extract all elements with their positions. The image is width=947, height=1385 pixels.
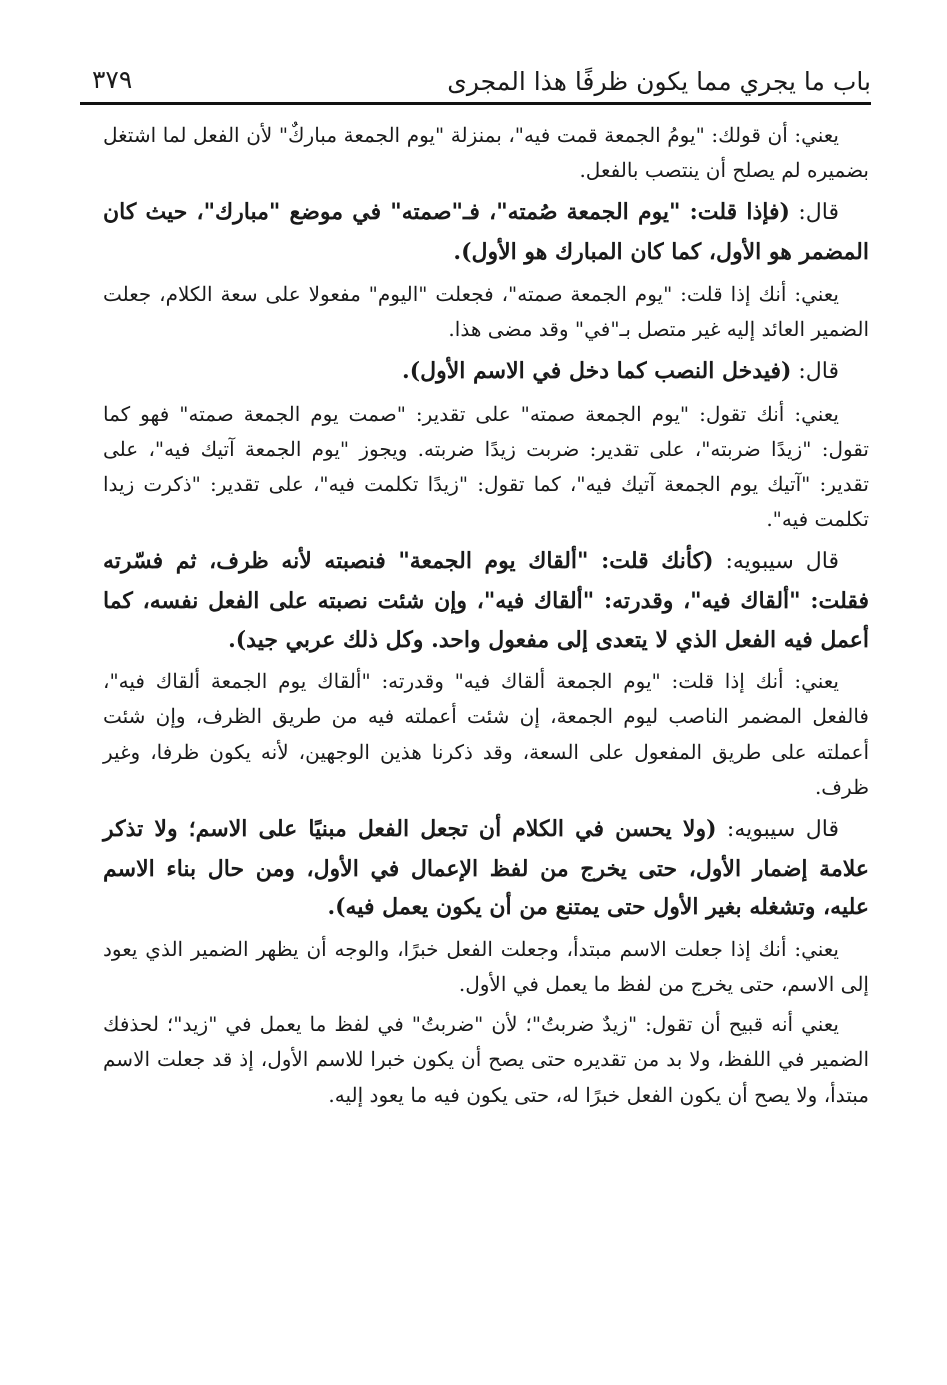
commentary-paragraph	[103, 664, 869, 805]
paragraph-text: يعني: أن قولك: "يومُ الجمعة قمت فيه"، بمنزلة "يوم الجمعة مباركٌ" لأن الفعل لما اشتغل بضميره لم يصلح أن ينتصب بالفعل.	[103, 123, 869, 183]
quote-paragraph	[103, 810, 869, 927]
commentary-paragraph	[103, 1007, 869, 1113]
quote-paragraph	[103, 352, 869, 392]
quote-paragraph	[103, 542, 869, 659]
header-rule	[80, 102, 871, 105]
paragraph-text: يعني: أنك تقول: "يوم الجمعة صمته" على تقدير: "صمت يوم الجمعة صمته" فهو كما تقول: "زيدًا ضربته"، على تقدير: ضربت زيدًا ضربته. ويجوز "يوم الجمعة آتيك فيه"، على تقدير: "آتيك يوم الجمعة آتيك فيه"، كما تقول: "زيدًا تكلمت فيه"، على تقدير: "ذكرت زيدا تكلمت فيه".	[103, 401, 869, 532]
paragraph-text: (فيدخل النصب كما دخل في الاسم الأول).	[402, 358, 792, 384]
page-number: ٣٧٩	[92, 65, 133, 94]
attribution-lead: قال:	[789, 200, 839, 226]
attribution-lead: قال سيبويه:	[716, 817, 839, 842]
paragraph-text: (ولا يحسن في الكلام أن تجعل الفعل مبنيًا على الاسم؛ ولا تذكر علامة إضمار الأول، حتى يخرج من لفظ الإعمال في الأول، ومن حال بناء الاسم عليه، وتشغله بغير الأول حتى يمتنع من أن يكون يعمل فيه).	[103, 816, 869, 921]
page-header	[80, 58, 871, 102]
paragraph-text: يعني: أنك إذا قلت: "يوم الجمعة صمته"، فجعلت "اليوم" مفعولا على سعة الكلام، جعلت الضمير العائد إليه غير متصل بـ"في" وقد مضى هذا.	[103, 281, 869, 341]
commentary-paragraph	[103, 397, 869, 538]
paragraph-text: يعني: أنك إذا قلت: "يوم الجمعة ألقاك فيه" وقدرته: "ألقاك يوم الجمعة ألقاك فيه"، فالفعل المضمر الناصب ليوم الجمعة، إن شئت أعملته فيه من طريق الظرف، وإن شئت أعملته على طريق المفعول على السعة، وقد ذكرنا هذين الوجهين، لأنه يكون ظرفا، وغير ظرف.	[103, 669, 869, 799]
paragraph-text: يعني: أنك إذا جعلت الاسم مبتدأ، وجعلت الفعل خبرًا، والوجه أن يظهر الضمير الذي يعود إلى الاسم، حتى يخرج من لفظ ما يعمل في الأول.	[103, 936, 869, 996]
paragraph-text: (فإذا قلت: "يوم الجمعة صُمته"، فـ"صمته" في موضع "مبارك"، حيث كان المضمر هو الأول، كما كان المبارك هو الأول).	[103, 199, 869, 265]
commentary-paragraph	[103, 932, 869, 1002]
quote-paragraph	[103, 193, 869, 271]
commentary-paragraph	[103, 277, 869, 347]
paragraph-text: (كأنك قلت: "ألقاك يوم الجمعة" فنصبته لأنه ظرف، ثم فسّرته فقلت: "ألقاك فيه"، وقدرته: "ألقاك فيه"، وإن شئت نصبته على الفعل نفسه، كما أعمل فيه الفعل الذي لا يتعدى إلى مفعول واحد. وكل ذلك عربي جيد).	[103, 548, 869, 653]
page-body	[103, 118, 869, 1118]
commentary-paragraph	[103, 118, 869, 188]
running-title: باب ما يجري مما يكون ظرفًا هذا المجرى	[447, 67, 871, 96]
paragraph-text: يعني أنه قبيح أن تقول: "زيدٌ ضربتُ"؛ لأن "ضربتُ" في لفظ ما يعمل في "زيد"؛ لحذفك الضمير في اللفظ، ولا بد من تقديره حتى يصح أن يكون خبرا للاسم الأول، إذ قد جعلت الاسم مبتدأ، ولا يصح أن يكون الفعل خبرًا له، حتى يكون فيه ما يعود إليه.	[103, 1012, 869, 1107]
attribution-lead: قال سيبويه:	[713, 549, 839, 575]
attribution-lead: قال:	[791, 359, 839, 384]
